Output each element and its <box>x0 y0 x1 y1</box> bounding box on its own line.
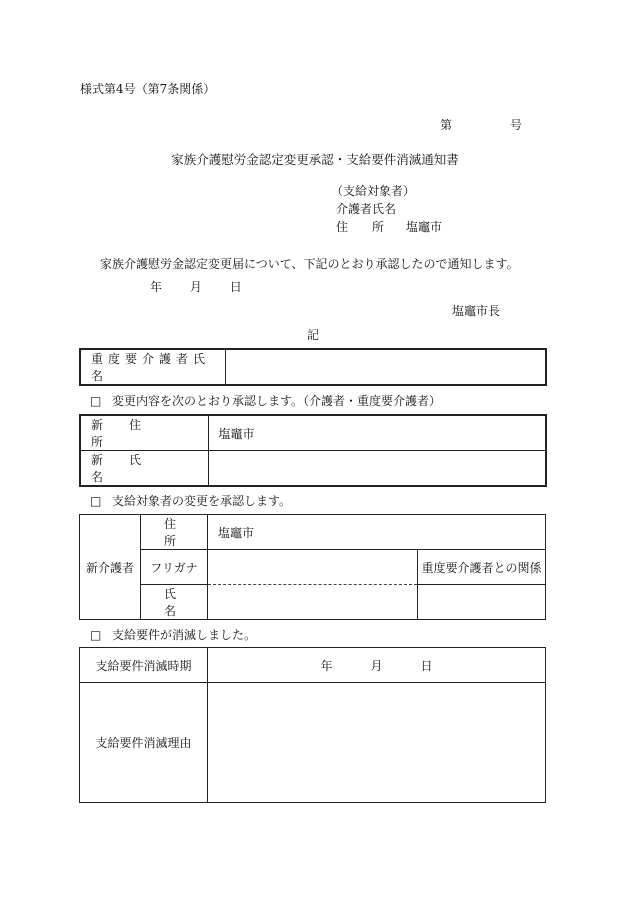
recipient-block <box>331 182 442 236</box>
lapse-date-month: 月 <box>370 658 383 673</box>
subject-change-text: 支給対象者の変更を承認します。 <box>112 494 292 508</box>
furigana-field[interactable] <box>208 550 418 585</box>
caregiver-name-field[interactable] <box>208 585 418 620</box>
subject-change-line <box>90 492 291 509</box>
issue-date-month: 月 <box>189 280 202 294</box>
recipient-group-label: （支給対象者） <box>331 184 416 198</box>
caregiver-address-value[interactable]: 塩竈市 <box>208 515 546 550</box>
care-recipient-table <box>79 348 547 386</box>
relation-field[interactable] <box>418 585 546 620</box>
lapse-reason-label: 支給要件消滅理由 <box>80 683 208 803</box>
change-table <box>79 414 547 487</box>
relation-label: 重度要介護者との関係 <box>418 550 546 585</box>
furigana-label: フリガナ <box>141 550 208 585</box>
new-caregiver-table <box>79 514 546 620</box>
lapse-checkbox[interactable]: □ <box>90 628 102 642</box>
recipient-address-label: 住所 <box>336 220 409 234</box>
new-address-label: 新住所 <box>80 415 208 451</box>
form-number: 様式第4号（第7条関係） <box>80 82 216 96</box>
doc-number-prefix: 第 <box>440 118 453 132</box>
lapse-reason-field[interactable] <box>208 683 546 803</box>
lapse-table <box>79 647 546 803</box>
caregiver-name-label: 介護者氏名 <box>336 202 397 216</box>
issue-date-year: 年 <box>150 280 163 294</box>
new-name-label: 新氏名 <box>80 451 208 487</box>
issue-date <box>150 278 266 295</box>
caregiver-name-label2: 氏名 <box>141 585 208 620</box>
new-caregiver-label: 新介護者 <box>80 515 141 620</box>
doc-number-suffix: 号 <box>510 118 523 132</box>
notice-body-text: 家族介護慰労金認定変更届について、下記のとおり承認したので通知します。 <box>100 257 519 271</box>
ki-heading: 記 <box>307 328 320 342</box>
lapse-time-label: 支給要件消滅時期 <box>80 648 208 683</box>
caregiver-address-label: 住所 <box>141 515 208 550</box>
lapse-date-year: 年 <box>320 658 333 673</box>
document-number <box>440 116 522 133</box>
care-recipient-name-field[interactable] <box>225 349 546 385</box>
issue-date-day: 日 <box>229 280 242 294</box>
lapse-line <box>90 626 256 643</box>
document-title: 家族介護慰労金認定変更承認・支給要件消滅通知書 <box>171 152 459 167</box>
care-recipient-name-label: 重度要介護者氏名 <box>80 349 225 385</box>
new-name-field[interactable] <box>208 451 546 487</box>
subject-change-checkbox[interactable]: □ <box>90 494 102 508</box>
lapse-date-field[interactable] <box>208 648 546 683</box>
change-approval-line <box>90 392 441 409</box>
recipient-address-value: 塩竈市 <box>406 220 443 234</box>
change-approval-checkbox[interactable]: □ <box>90 394 102 408</box>
issuer-name: 塩竈市長 <box>452 304 501 318</box>
new-address-value[interactable]: 塩竈市 <box>208 415 546 451</box>
lapse-text: 支給要件が消滅しました。 <box>112 628 257 642</box>
change-approval-text: 変更内容を次のとおり承認します。（介護者・重度要介護者） <box>112 394 442 408</box>
lapse-date-day: 日 <box>420 658 433 673</box>
